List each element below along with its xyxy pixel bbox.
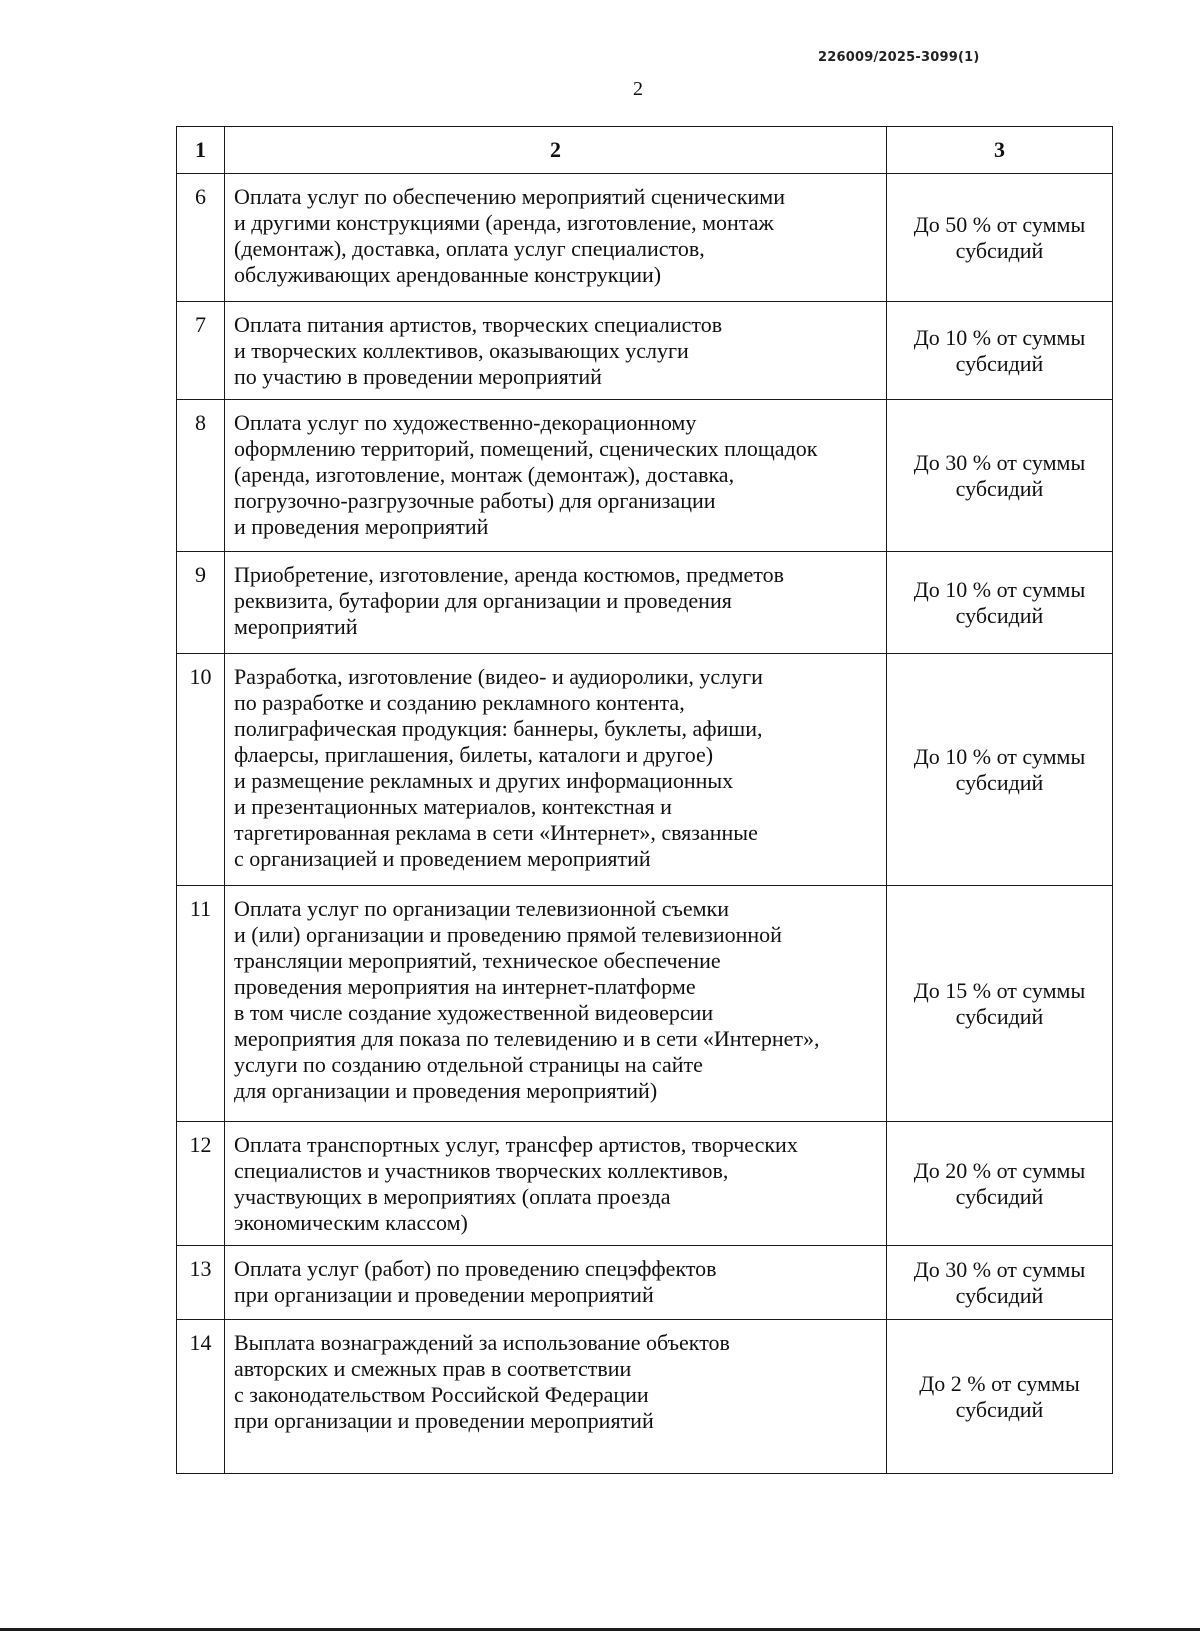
table-row bbox=[177, 174, 1113, 302]
row-description: Оплата услуг (работ) по проведению спецэффектов при организации и проведении мероприятий bbox=[225, 1246, 887, 1320]
row-description: Оплата услуг по художественно-декорационному оформлению территорий, помещений, сценических площадок (аренда, изготовление, монтаж (демонтаж), доставка, погрузочно-разгрузочные работы) для организации и проведения мероприятий bbox=[225, 400, 887, 552]
header-column-1: 1 bbox=[177, 127, 225, 174]
row-description: Разработка, изготовление (видео- и аудиоролики, услуги по разработке и созданию рекламного контента, полиграфическая продукция: баннеры, буклеты, афиши, флаерсы, приглашения, билеты, каталоги и другое) и размещение рекламных и других информационных и презентационных материалов, контекстная и таргетированная реклама в сети «Интернет», связанные с организацией и проведением мероприятий bbox=[225, 654, 887, 886]
table-row bbox=[177, 400, 1113, 552]
row-number: 10 bbox=[177, 654, 225, 886]
document-registration-number: 226009/2025-3099(1) bbox=[818, 50, 980, 65]
row-limit: До 30 % от суммы субсидий bbox=[887, 400, 1113, 552]
header-column-3: 3 bbox=[887, 127, 1113, 174]
row-limit: До 10 % от суммы субсидий bbox=[887, 302, 1113, 400]
row-limit: До 15 % от суммы субсидий bbox=[887, 886, 1113, 1122]
row-description: Оплата услуг по организации телевизионной съемки и (или) организации и проведению прямой телевизионной трансляции мероприятий, техническое обеспечение проведения мероприятия на интернет-платформе в том числе создание художественной видеоверсии мероприятия для показа по телевидению и в сети «Интернет», услуги по созданию отдельной страницы на сайте для организации и проведения мероприятий) bbox=[225, 886, 887, 1122]
row-limit: До 30 % от суммы субсидий bbox=[887, 1246, 1113, 1320]
table-header-row bbox=[177, 127, 1113, 174]
row-number: 9 bbox=[177, 552, 225, 654]
row-description: Оплата питания артистов, творческих специалистов и творческих коллективов, оказывающих услуги по участию в проведении мероприятий bbox=[225, 302, 887, 400]
row-number: 6 bbox=[177, 174, 225, 302]
row-description: Выплата вознаграждений за использование объектов авторских и смежных прав в соответствии с законодательством Российской Федерации при организации и проведении мероприятий bbox=[225, 1320, 887, 1474]
row-number: 11 bbox=[177, 886, 225, 1122]
row-description: Оплата услуг по обеспечению мероприятий сценическими и другими конструкциями (аренда, изготовление, монтаж (демонтаж), доставка, оплата услуг специалистов, обслуживающих арендованные конструкции) bbox=[225, 174, 887, 302]
table-row bbox=[177, 552, 1113, 654]
row-number: 14 bbox=[177, 1320, 225, 1474]
table-row bbox=[177, 1122, 1113, 1246]
table-row bbox=[177, 886, 1113, 1122]
table-row bbox=[177, 654, 1113, 886]
row-number: 8 bbox=[177, 400, 225, 552]
table-row bbox=[177, 1246, 1113, 1320]
row-number: 13 bbox=[177, 1246, 225, 1320]
row-number: 7 bbox=[177, 302, 225, 400]
scan-bottom-edge bbox=[0, 1628, 1200, 1631]
row-limit: До 20 % от суммы субсидий bbox=[887, 1122, 1113, 1246]
row-description: Приобретение, изготовление, аренда костюмов, предметов реквизита, бутафории для организации и проведения мероприятий bbox=[225, 552, 887, 654]
expenses-table bbox=[176, 126, 1113, 1474]
row-limit: До 10 % от суммы субсидий bbox=[887, 552, 1113, 654]
table-row bbox=[177, 1320, 1113, 1474]
row-number: 12 bbox=[177, 1122, 225, 1246]
row-limit: До 2 % от суммы субсидий bbox=[887, 1320, 1113, 1474]
table-row bbox=[177, 302, 1113, 400]
row-description: Оплата транспортных услуг, трансфер артистов, творческих специалистов и участников творческих коллективов, участвующих в мероприятиях (оплата проезда экономическим классом) bbox=[225, 1122, 887, 1246]
row-limit: До 50 % от суммы субсидий bbox=[887, 174, 1113, 302]
page-number: 2 bbox=[633, 78, 643, 100]
header-column-2: 2 bbox=[225, 127, 887, 174]
row-limit: До 10 % от суммы субсидий bbox=[887, 654, 1113, 886]
